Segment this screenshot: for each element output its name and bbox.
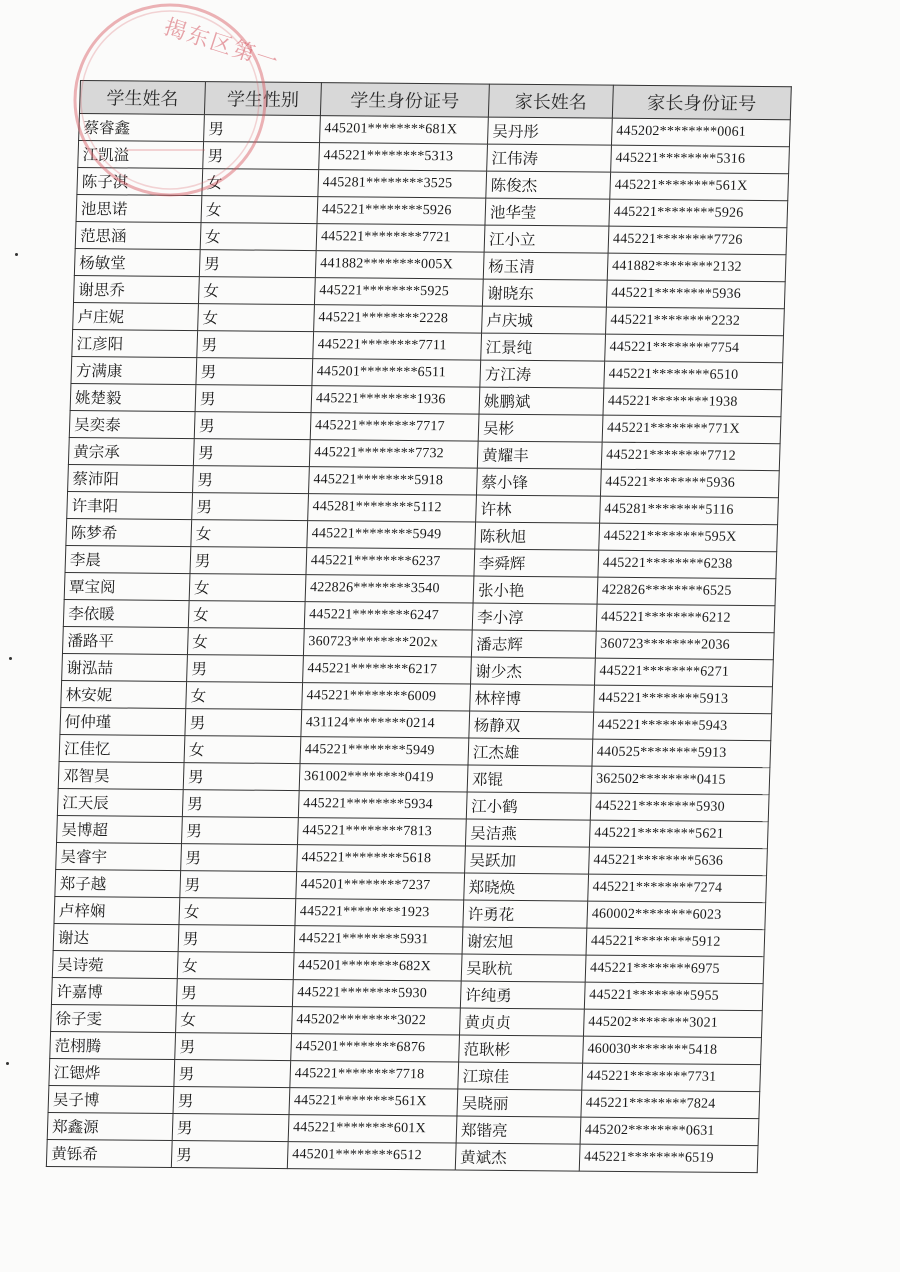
cell-parent-id: 445221********6271: [595, 659, 774, 688]
cell-student-name: 许聿阳: [66, 492, 193, 520]
cell-student-id: 445281********3525: [318, 170, 487, 198]
cell-student-id: 445221********5618: [297, 845, 466, 873]
cell-student-name: 邓智昊: [58, 762, 185, 790]
cell-student-id: 360723********202x: [304, 629, 473, 657]
cell-parent-id: 445202********0061: [612, 119, 791, 148]
cell-student-gender: 女: [178, 952, 295, 980]
cell-student-gender: 男: [190, 547, 307, 575]
cell-student-name: 范思涵: [75, 222, 202, 250]
cell-student-gender: 男: [180, 871, 297, 899]
cell-parent-id: 445221********6212: [597, 605, 776, 634]
cell-student-id: 445221********1923: [295, 899, 464, 927]
cell-student-name: 李晨: [65, 546, 192, 574]
cell-student-id: 445221********1936: [312, 386, 481, 414]
cell-parent-id: 445202********0631: [581, 1118, 760, 1147]
cell-parent-id: 445221********5926: [609, 200, 788, 229]
cell-student-name: 吴子博: [48, 1086, 175, 1114]
cell-parent-name: 江景纯: [481, 334, 606, 362]
cell-parent-name: 江杰雄: [468, 739, 593, 767]
cell-student-id: 445221********5918: [309, 467, 478, 495]
cell-student-gender: 女: [179, 898, 296, 926]
cell-parent-name: 姚鹏斌: [480, 388, 605, 416]
cell-parent-id: 445221********561X: [610, 173, 789, 202]
cell-student-name: 吴奕泰: [69, 411, 196, 439]
cell-parent-name: 池华莹: [485, 199, 610, 227]
cell-parent-id: 445221********7274: [588, 875, 767, 904]
cell-parent-name: 林梓博: [470, 685, 595, 713]
cell-student-gender: 女: [188, 628, 305, 656]
cell-student-name: 黄宗承: [68, 438, 195, 466]
cell-student-name: 徐子雯: [50, 1005, 177, 1033]
cell-student-gender: 女: [176, 1006, 293, 1034]
cell-student-id: 445221********2228: [314, 305, 483, 333]
cell-student-id: 445221********5925: [315, 278, 484, 306]
cell-parent-name: 江小鹤: [467, 793, 592, 821]
cell-student-id: 445221********7732: [310, 440, 479, 468]
cell-parent-name: 陈俊杰: [486, 172, 611, 200]
cell-parent-id: 445221********771X: [603, 416, 782, 445]
cell-student-gender: 男: [174, 1060, 291, 1088]
cell-student-name: 黄铄希: [46, 1140, 173, 1168]
cell-parent-id: 362502********0415: [592, 767, 771, 796]
cell-parent-id: 445221********7824: [581, 1091, 760, 1120]
cell-student-name: 姚楚毅: [70, 384, 197, 412]
cell-student-name: 吴诗菀: [52, 951, 179, 979]
cell-parent-id: 445221********5936: [607, 281, 786, 310]
cell-parent-name: 卢庆城: [482, 307, 607, 335]
cell-parent-id: 445221********7731: [582, 1064, 761, 1093]
cell-student-gender: 女: [198, 304, 315, 332]
cell-student-name: 卢梓娴: [53, 897, 180, 925]
cell-student-id: 445201********682X: [294, 953, 463, 981]
cell-student-gender: 男: [187, 655, 304, 683]
cell-student-gender: 女: [191, 520, 308, 548]
cell-student-gender: 男: [181, 844, 298, 872]
cell-student-id: 445221********7813: [298, 818, 467, 846]
cell-student-name: 蔡睿鑫: [78, 114, 205, 142]
cell-parent-id: 445221********5912: [587, 929, 766, 958]
student-parent-roster-table: [45, 80, 791, 1186]
cell-parent-id: 445221********5955: [585, 983, 764, 1012]
cell-parent-name: 许纯勇: [461, 982, 586, 1010]
cell-parent-name: 谢少杰: [471, 658, 596, 686]
cell-student-name: 杨敏堂: [74, 249, 201, 277]
cell-student-gender: 男: [183, 790, 300, 818]
cell-student-id: 445221********6217: [303, 656, 472, 684]
cell-parent-name: 李舜辉: [474, 550, 599, 578]
cell-student-gender: 女: [189, 601, 306, 629]
cell-parent-name: 潘志辉: [472, 631, 597, 659]
cell-parent-id: 445221********7726: [609, 227, 788, 256]
cell-parent-name: 杨静双: [469, 712, 594, 740]
seal-text: 揭东区第一: [160, 14, 283, 76]
cell-parent-id: 460030********5418: [583, 1037, 762, 1066]
cell-student-id: 445221********7711: [313, 332, 482, 360]
cell-parent-name: 吴晓丽: [457, 1090, 582, 1118]
cell-parent-id: 445221********5636: [589, 848, 768, 877]
cell-student-name: 江天辰: [57, 789, 184, 817]
cell-parent-id: 445221********5621: [590, 821, 769, 850]
cell-student-gender: 男: [196, 358, 313, 386]
cell-student-name: 郑子越: [54, 870, 181, 898]
cell-parent-name: 吴跃加: [465, 847, 590, 875]
cell-student-name: 许嘉博: [51, 978, 178, 1006]
cell-parent-name: 黄耀丰: [478, 442, 603, 470]
cell-student-name: 蔡沛阳: [67, 465, 194, 493]
cell-student-id: 445221********5949: [301, 737, 470, 765]
cell-parent-name: 吴耿杭: [462, 955, 587, 983]
cell-parent-name: 黄贞贞: [460, 1009, 585, 1037]
cell-student-name: 谢思乔: [73, 276, 200, 304]
cell-student-gender: 女: [199, 277, 316, 305]
header-student-id: 学生身份证号: [321, 82, 490, 117]
cell-student-gender: 男: [192, 493, 309, 521]
cell-student-id: 445221********5313: [319, 143, 488, 171]
cell-student-id: 445202********3022: [292, 1007, 461, 1035]
cell-student-id: 445221********5934: [299, 791, 468, 819]
cell-parent-name: 吴丹彤: [488, 118, 613, 146]
cell-student-id: 445221********7718: [290, 1061, 459, 1089]
cell-parent-name: 郑晓焕: [464, 874, 589, 902]
cell-student-gender: 男: [173, 1114, 290, 1142]
cell-parent-id: 445202********3021: [584, 1010, 763, 1039]
cell-student-gender: 男: [194, 439, 311, 467]
cell-parent-name: 江伟涛: [487, 145, 612, 173]
cell-student-name: 江凯溢: [77, 141, 204, 169]
cell-student-name: 方满康: [70, 357, 197, 385]
cell-student-name: 何仲瑾: [59, 708, 186, 736]
cell-parent-id: 445281********5116: [600, 497, 779, 526]
cell-parent-name: 许林: [476, 496, 601, 524]
cell-student-gender: 男: [175, 1033, 292, 1061]
cell-student-name: 江锶烨: [48, 1059, 175, 1087]
cell-parent-name: 吴彬: [479, 415, 604, 443]
cell-parent-name: 蔡小锋: [477, 469, 602, 497]
cell-student-id: 445221********7721: [317, 224, 486, 252]
cell-student-gender: 男: [197, 331, 314, 359]
scan-speck: [6, 1062, 9, 1065]
cell-student-gender: 女: [190, 574, 307, 602]
cell-student-id: 361002********0419: [300, 764, 469, 792]
cell-student-id: 445221********7717: [311, 413, 480, 441]
cell-student-name: 江彦阳: [71, 330, 198, 358]
cell-parent-name: 谢晓东: [483, 280, 608, 308]
cell-student-id: 445201********7237: [296, 872, 465, 900]
cell-student-gender: 女: [185, 736, 302, 764]
cell-student-name: 谢泓喆: [61, 654, 188, 682]
cell-student-id: 445221********5931: [295, 926, 464, 954]
cell-student-name: 江佳忆: [59, 735, 186, 763]
cell-parent-id: 445221********595X: [599, 524, 778, 553]
cell-student-name: 郑鑫源: [47, 1113, 174, 1141]
cell-parent-id: 440525********5913: [592, 740, 771, 769]
cell-parent-name: 江琼佳: [458, 1063, 583, 1091]
cell-parent-name: 陈秋旭: [475, 523, 600, 551]
cell-student-gender: 男: [179, 925, 296, 953]
scan-speck: [9, 657, 12, 660]
cell-student-gender: 男: [184, 763, 301, 791]
cell-student-name: 陈子淇: [76, 168, 203, 196]
table-row: [46, 1140, 759, 1173]
cell-student-name: 陈梦希: [65, 519, 192, 547]
cell-student-id: 445221********5926: [317, 197, 486, 225]
cell-parent-id: 445221********5913: [594, 686, 773, 715]
cell-parent-name: 张小艳: [474, 577, 599, 605]
cell-student-id: 441882********005X: [316, 251, 485, 279]
cell-student-id: 445221********5949: [307, 521, 476, 549]
cell-parent-id: 441882********2132: [608, 254, 787, 283]
cell-student-name: 池思诺: [76, 195, 203, 223]
cell-student-id: 445221********601X: [289, 1115, 458, 1143]
cell-student-id: 445281********5112: [308, 494, 477, 522]
cell-parent-name: 吴洁燕: [466, 820, 591, 848]
cell-student-gender: 男: [203, 142, 320, 170]
cell-parent-name: 范耿彬: [459, 1036, 584, 1064]
cell-parent-id: 445221********6510: [604, 362, 783, 391]
cell-parent-name: 谢宏旭: [463, 928, 588, 956]
cell-student-gender: 男: [195, 412, 312, 440]
cell-student-gender: 男: [185, 709, 302, 737]
cell-student-name: 林安妮: [60, 681, 187, 709]
cell-student-gender: 女: [202, 169, 319, 197]
scan-speck: [15, 253, 18, 256]
cell-student-name: 潘路平: [62, 627, 189, 655]
header-student-name: 学生姓名: [79, 80, 206, 115]
cell-student-id: 431124********0214: [301, 710, 470, 738]
cell-student-gender: 女: [201, 223, 318, 251]
header-parent-name: 家长姓名: [489, 84, 614, 119]
cell-parent-id: 422826********6525: [598, 578, 777, 607]
cell-student-name: 卢庄妮: [72, 303, 199, 331]
cell-parent-id: 445221********5930: [591, 794, 770, 823]
cell-parent-name: 方江涛: [480, 361, 605, 389]
cell-student-id: 445221********561X: [289, 1088, 458, 1116]
cell-student-gender: 女: [202, 196, 319, 224]
cell-parent-id: 445221********6238: [598, 551, 777, 580]
cell-parent-id: 445221********7712: [602, 443, 781, 472]
cell-student-id: 422826********3540: [306, 575, 475, 603]
cell-parent-id: 445221********6975: [586, 956, 765, 985]
cell-parent-name: 郑锴亮: [457, 1117, 582, 1145]
cell-parent-name: 李小淳: [473, 604, 598, 632]
cell-parent-id: 445221********1938: [603, 389, 782, 418]
cell-parent-name: 黄斌杰: [456, 1144, 581, 1172]
cell-student-name: 李依暖: [63, 600, 190, 628]
cell-parent-id: 445221********7754: [605, 335, 784, 364]
cell-student-gender: 男: [193, 466, 310, 494]
cell-student-id: 445221********6009: [302, 683, 471, 711]
cell-parent-id: 445221********5316: [611, 146, 790, 175]
cell-student-gender: 男: [174, 1087, 291, 1115]
header-student-gender: 学生性别: [205, 81, 322, 116]
cell-student-name: 谢达: [53, 924, 180, 952]
cell-parent-name: 杨玉清: [484, 253, 609, 281]
header-parent-id: 家长身份证号: [613, 85, 792, 121]
cell-student-gender: 男: [200, 250, 317, 278]
cell-parent-name: 许勇花: [463, 901, 588, 929]
cell-student-id: 445201********6876: [291, 1034, 460, 1062]
cell-student-gender: 男: [177, 979, 294, 1007]
cell-student-name: 吴睿宇: [55, 843, 182, 871]
cell-parent-id: 360723********2036: [596, 632, 775, 661]
cell-parent-id: 445221********6519: [580, 1145, 759, 1174]
cell-parent-id: 460002********6023: [587, 902, 766, 931]
cell-student-gender: 男: [172, 1141, 289, 1169]
cell-student-name: 范栩腾: [49, 1032, 176, 1060]
cell-student-id: 445221********6247: [305, 602, 474, 630]
cell-student-id: 445221********5930: [293, 980, 462, 1008]
cell-parent-id: 445221********5936: [601, 470, 780, 499]
cell-student-gender: 男: [182, 817, 299, 845]
cell-student-id: 445201********6512: [288, 1142, 457, 1170]
cell-student-id: 445201********681X: [320, 116, 489, 144]
cell-student-id: 445201********6511: [312, 359, 481, 387]
cell-student-gender: 男: [204, 115, 321, 143]
cell-student-id: 445221********6237: [306, 548, 475, 576]
cell-student-gender: 男: [196, 385, 313, 413]
cell-student-name: 吴博超: [56, 816, 183, 844]
cell-parent-id: 445221********2232: [606, 308, 785, 337]
cell-parent-name: 江小立: [485, 226, 610, 254]
cell-student-name: 覃宝阅: [64, 573, 191, 601]
cell-student-gender: 女: [186, 682, 303, 710]
cell-parent-name: 邓锟: [468, 766, 593, 794]
cell-parent-id: 445221********5943: [593, 713, 772, 742]
